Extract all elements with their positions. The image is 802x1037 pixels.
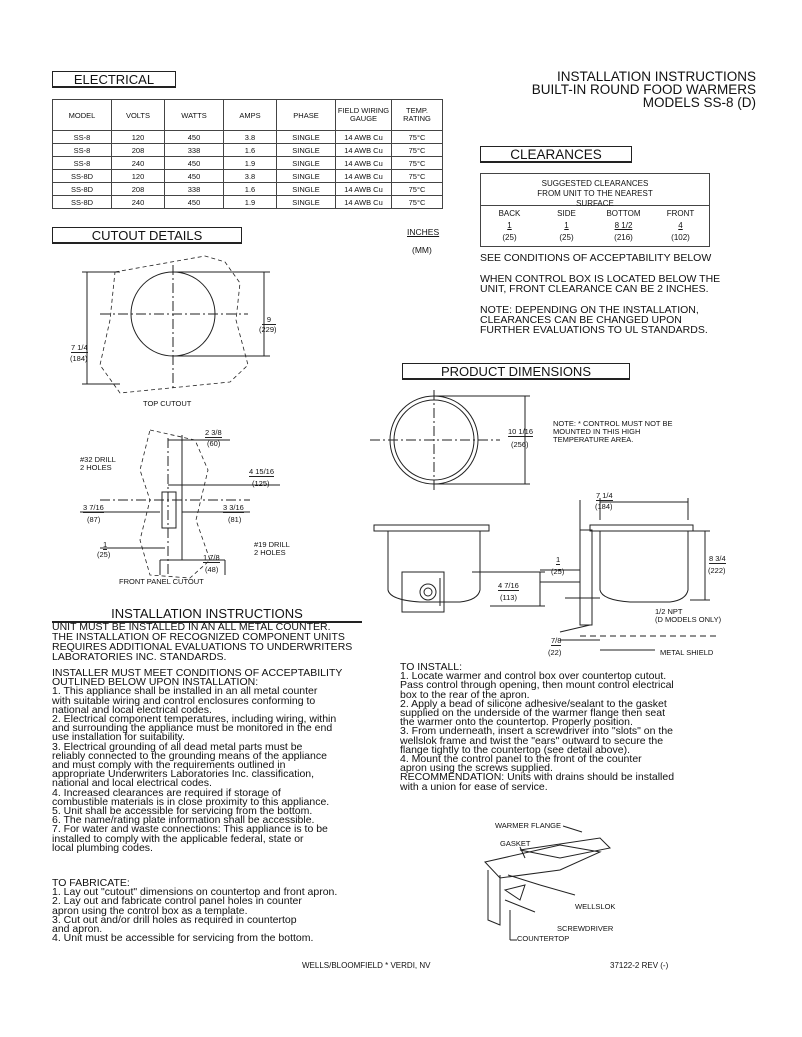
- dim-2-3-8-mm: (60): [207, 439, 221, 448]
- table-cell: 75°C: [392, 183, 443, 196]
- table-cell: SINGLE: [277, 131, 336, 144]
- drill-32: #32 DRILL 2 HOLES: [80, 455, 116, 472]
- text-line: with a union for ease of service.: [400, 780, 548, 793]
- text-line: and must comply with the requirements outlined in: [52, 759, 286, 772]
- text-line: national and local electrical codes.: [52, 777, 212, 790]
- product-note: NOTE: * CONTROL MUST NOT BE MOUNTED IN THIS HIGH TEMPERATURE AREA.: [553, 419, 673, 444]
- dim-3-7-16: 3 7/16: [83, 503, 104, 512]
- dim-4-7-16: 4 7/16: [498, 581, 519, 590]
- countertop-label: COUNTERTOP: [517, 934, 570, 943]
- dim-1-7-8-mm: (48): [205, 565, 219, 574]
- text-line: Pass control through opening, then mount control electrical: [400, 679, 674, 692]
- table-cell: 14 AWB Cu: [336, 144, 392, 157]
- dim-7-1-4-product-mm: (184): [595, 502, 613, 511]
- dim-3-3-16: 3 3/16: [223, 503, 244, 512]
- table-cell: 240: [112, 157, 165, 170]
- text-line: 3. Cut out and/or drill holes as required in countertop: [52, 913, 297, 926]
- table-cell: SINGLE: [277, 170, 336, 183]
- text-line: 1. This appliance shall be installed in an all metal counter: [52, 685, 318, 698]
- text-line: 2. Apply a bead of silicone adhesive/sealant to the gasket: [400, 697, 667, 710]
- dim-7-1-4-product: 7 1/4: [596, 491, 613, 500]
- text-line: TO FABRICATE:: [52, 877, 130, 889]
- dim-10-1-16: 10 1/16: [508, 427, 534, 436]
- dim-9: 9: [262, 316, 276, 325]
- text-line: RECOMMENDATION: Units with drains should be installed: [400, 771, 675, 784]
- table-cell: 208: [112, 144, 165, 157]
- electrical-heading: ELECTRICAL: [52, 71, 176, 87]
- table-cell: SS-8: [53, 144, 112, 157]
- text-line: 4. Increased clearances are required if storage of: [52, 786, 281, 799]
- table-cell: SINGLE: [277, 144, 336, 157]
- dim-2-3-8: 2 3/8: [205, 428, 222, 437]
- install-steps: [400, 663, 745, 792]
- dim-7-8-mm: (22): [548, 648, 562, 657]
- page-title: INSTALLATION INSTRUCTIONS BUILT-IN ROUND FOOD WARMERS MODELS SS-8 (D): [531, 69, 756, 110]
- top-cutout-label: TOP CUTOUT: [143, 399, 192, 408]
- text-line: appropriate Underwriters Laboratories Inc. classification,: [52, 768, 315, 781]
- table-cell: 75°C: [392, 157, 443, 170]
- text-line: use installation for suitability.: [52, 731, 185, 744]
- table-cell: 450: [165, 170, 224, 183]
- text-line: and surrounding the appliance must be monitored in the end: [52, 722, 333, 735]
- text-line: 3. From underneath, insert a screwdriver into "slots" on the: [400, 725, 673, 738]
- table-cell: 120: [112, 170, 165, 183]
- clearances-heading: CLEARANCES: [480, 146, 632, 162]
- text-line: national and local electrical codes.: [52, 703, 212, 716]
- table-cell: 75°C: [392, 170, 443, 183]
- table-header-row: MODEL VOLTS WATTS AMPS PHASE FIELD WIRING GAUGE TEMP. RATING: [53, 100, 443, 131]
- dim-9-mm: (229): [259, 325, 277, 334]
- dim-4-15-16-mm: (125): [252, 479, 270, 488]
- table-cell: 75°C: [392, 196, 443, 209]
- dim-4-15-16: 4 15/16: [249, 467, 275, 476]
- dim-7-1-4-mm: (184): [70, 354, 88, 363]
- clearance-note-3: NOTE: DEPENDING ON THE INSTALLATION, CLEARANCES CAN BE CHANGED UPON FURTHER EVALUATIONS TO UL STANDARDS.: [480, 304, 708, 336]
- wellslok-label: WELLSLOK: [575, 902, 616, 911]
- text-line: apron using the screws supplied.: [400, 762, 553, 775]
- table-cell: 1.6: [224, 183, 277, 196]
- text-line: 4. Unit must be accessible for servicing from the bottom.: [52, 932, 314, 945]
- table-cell: 450: [165, 157, 224, 170]
- dim-4-7-16-mm: (113): [500, 593, 517, 602]
- table-cell: 14 AWB Cu: [336, 183, 392, 196]
- table-cell: 338: [165, 183, 224, 196]
- table-cell: 14 AWB Cu: [336, 170, 392, 183]
- dim-1-7-8: 1 7/8: [203, 553, 220, 562]
- footer-right: 37122-2 REV (-): [610, 961, 669, 970]
- clearance-side: SIDE 1 (25): [557, 209, 576, 242]
- table-cell: SINGLE: [277, 157, 336, 170]
- clearances-box-header: SUGGESTED CLEARANCES FROM UNIT TO THE NEAREST SURFACE: [481, 179, 709, 206]
- dim-3-7-16-mm: (87): [87, 515, 101, 524]
- text-line: box to the rear of the apron.: [400, 688, 530, 701]
- install-fabricate: [52, 879, 397, 943]
- text-line: 1. Lay out "cutout" dimensions on countertop and front apron.: [52, 886, 338, 899]
- clearance-back: BACK 1 (25): [498, 209, 521, 242]
- product-heading: PRODUCT DIMENSIONS: [402, 363, 630, 379]
- clearance-note-1: SEE CONDITIONS OF ACCEPTABILITY BELOW: [480, 252, 712, 264]
- front-panel-label: FRONT PANEL CUTOUT: [119, 577, 204, 586]
- dim-7-1-4: 7 1/4: [71, 343, 88, 352]
- table-cell: 240: [112, 196, 165, 209]
- text-line: flange tightly to the countertop (see detail above).: [400, 743, 630, 756]
- dim-10-1-16-mm: (256): [511, 440, 529, 449]
- text-line: and apron.: [52, 923, 103, 936]
- dim-3-3-16-mm: (81): [228, 515, 242, 524]
- text-line: reliably connected to the grounding means of the appliance: [52, 749, 327, 762]
- clearance-bottom: BOTTOM 8 1/2 (216): [606, 209, 641, 242]
- cutout-heading: CUTOUT DETAILS: [52, 227, 242, 243]
- dim-8-3-4: 8 3/4: [709, 554, 726, 563]
- dim-8-3-4-mm: (222): [708, 566, 726, 575]
- table-cell: 3.8: [224, 170, 277, 183]
- screwdriver-label: SCREWDRIVER: [557, 924, 614, 933]
- npt-label: 1/2 NPT (D MODELS ONLY): [655, 607, 722, 624]
- table-cell: SINGLE: [277, 183, 336, 196]
- text-line: local plumbing codes.: [52, 841, 153, 854]
- table-cell: 14 AWB Cu: [336, 131, 392, 144]
- table-cell: 208: [112, 183, 165, 196]
- table-cell: 75°C: [392, 131, 443, 144]
- table-cell: 338: [165, 144, 224, 157]
- install-heading: INSTALLATION INSTRUCTIONS: [52, 607, 362, 623]
- text-line: 1. Locate warmer and control box over countertop cutout.: [400, 670, 667, 683]
- text-line: the warmer onto the countertop. Properly position.: [400, 716, 633, 729]
- gasket-label: GASKET: [500, 839, 531, 848]
- table-cell: SINGLE: [277, 196, 336, 209]
- dim-1-product-mm: (25): [551, 567, 565, 576]
- metal-shield-label: METAL SHIELD: [660, 648, 714, 657]
- clearance-note-2: WHEN CONTROL BOX IS LOCATED BELOW THE UNIT, FRONT CLEARANCE CAN BE 2 INCHES.: [480, 273, 721, 295]
- text-line: TO INSTALL:: [400, 661, 463, 673]
- clearance-front: FRONT 4 (102): [666, 209, 695, 242]
- table-cell: 1.9: [224, 196, 277, 209]
- dim-1-product: 1: [556, 555, 561, 564]
- table-cell: 120: [112, 131, 165, 144]
- text-line: with suitable wiring and control enclosures conforming to: [52, 694, 316, 707]
- text-line: installed to comply with the applicable federal, state or: [52, 832, 304, 845]
- install-conditions: [52, 669, 397, 853]
- text-line: 7. For water and waste connections: This appliance is to be: [52, 823, 328, 836]
- table-cell: SS-8D: [53, 183, 112, 196]
- table-cell: SS-8: [53, 131, 112, 144]
- table-cell: 450: [165, 131, 224, 144]
- dim-1: 1: [103, 540, 108, 549]
- warmer-flange-label: WARMER FLANGE: [495, 821, 561, 830]
- text-line: wellslok frame and twist the "ears" outward to secure the: [400, 734, 664, 747]
- dim-7-8: 7/8: [551, 636, 562, 645]
- table-cell: 1.6: [224, 144, 277, 157]
- text-line: 6. The name/rating plate information shall be accessible.: [52, 814, 315, 827]
- text-line: 3. Electrical grounding of all dead metal parts must be: [52, 740, 303, 753]
- table-cell: 75°C: [392, 144, 443, 157]
- table-cell: SS-8: [53, 157, 112, 170]
- units-mm: (MM): [412, 245, 432, 255]
- table-cell: SS-8D: [53, 196, 112, 209]
- text-line: 2. Electrical component temperatures, including wiring, within: [52, 713, 337, 726]
- text-line: OUTLINED BELOW UPON INSTALLATION:: [52, 676, 259, 689]
- footer-left: WELLS/BLOOMFIELD * VERDI, NV: [302, 961, 431, 970]
- text-line: 4. Mount the control panel to the front of the counter: [400, 753, 642, 766]
- drill-19: #19 DRILL 2 HOLES: [254, 540, 290, 557]
- text-line: 2. Lay out and fabricate control panel holes in counter: [52, 895, 302, 908]
- text-line: combustible materials is in close proximity to this appliance.: [52, 795, 330, 808]
- units-inches: INCHES: [407, 227, 440, 237]
- table-cell: 14 AWB Cu: [336, 157, 392, 170]
- dim-1-mm: (25): [97, 550, 111, 559]
- table-cell: 3.8: [224, 131, 277, 144]
- text-line: INSTALLER MUST MEET CONDITIONS OF ACCEPTABILITY: [52, 667, 343, 679]
- table-cell: 1.9: [224, 157, 277, 170]
- table-cell: 450: [165, 196, 224, 209]
- install-lead: UNIT MUST BE INSTALLED IN AN ALL METAL COUNTER. THE INSTALLATION OF RECOGNIZED COMPONENT UNITS REQUIRES ADDITIONAL EVALUATIONS TO UNDERWRITERS LABORATORIES INC. STANDARDS.: [52, 621, 353, 663]
- text-line: supplied on the underside of the warmer flange then seat: [400, 707, 666, 720]
- text-line: apron using the control box as a template.: [52, 904, 248, 917]
- table-cell: 14 AWB Cu: [336, 196, 392, 209]
- table-cell: SS-8D: [53, 170, 112, 183]
- text-line: 5. Unit shall be accessible for servicing from the bottom.: [52, 805, 313, 818]
